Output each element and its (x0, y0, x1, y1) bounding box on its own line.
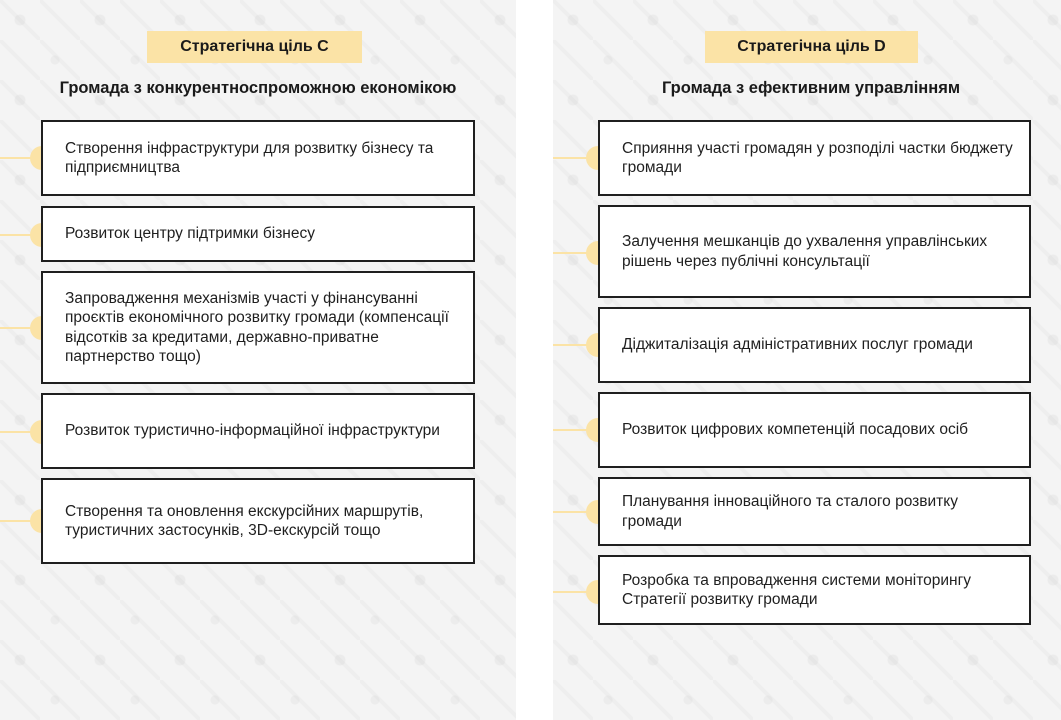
goal-d-item-6 (598, 555, 1031, 625)
goal-c-item-5-text: Створення та оновлення екскурсійних маршрутів, туристичних застосунків, 3D-екскурсій тощо (65, 502, 424, 539)
goal-c-item-4-text: Розвиток туристично-інформаційної інфраструктури (65, 422, 440, 440)
goal-c-item-2-text: Розвиток центру підтримки бізнесу (65, 225, 315, 243)
goal-d-item-6-text: Розробка та впровадження системи моніторингу Стратегії розвитку громади (622, 571, 972, 608)
goal-d-item-4 (598, 392, 1031, 468)
goal-c-item-2 (41, 206, 475, 262)
goal-d-item-3-text: Діджиталізація адміністративних послуг громади (622, 336, 973, 354)
goal-c-item-1-text: Створення інфраструктури для розвитку бізнесу та підприємництва (65, 139, 434, 176)
goal-d-item-4-text: Розвиток цифрових компетенцій посадових осіб (622, 421, 969, 439)
goal-d-item-1-text: Сприяння участі громадян у розподілі частки бюджету громади (622, 139, 1013, 176)
goal-c-item-1 (41, 120, 475, 196)
goal-d-item-2 (598, 205, 1031, 298)
goal-c-item-5 (41, 478, 475, 564)
goal-c-title: Громада з конкурентноспроможною економікою (59, 79, 457, 97)
goal-d-item-3 (598, 307, 1031, 383)
goal-d-item-5 (598, 477, 1031, 546)
goal-d-item-5-text: Планування інноваційного та сталого розвитку громади (622, 493, 958, 530)
goal-d-panel (553, 0, 1061, 720)
goal-c-item-4 (41, 393, 475, 469)
goal-c-label: Стратегічна ціль C (147, 31, 362, 63)
goal-d-item-1 (598, 120, 1031, 196)
goal-d-title: Громада з ефективним управлінням (661, 79, 961, 97)
goal-d-label: Стратегічна ціль D (705, 31, 918, 63)
goal-d-item-2-text: Залучення мешканців до ухвалення управлінських рішень через публічні консультації (622, 233, 988, 270)
goal-c-item-3-text: Запровадження механізмів участі у фінансуванні проєктів економічного розвитку громади (компенсації відсотків за кредитами, державно-приватне партнерство тощо) (65, 289, 449, 365)
goal-c-item-3 (41, 271, 475, 384)
goal-c-panel (0, 0, 516, 720)
